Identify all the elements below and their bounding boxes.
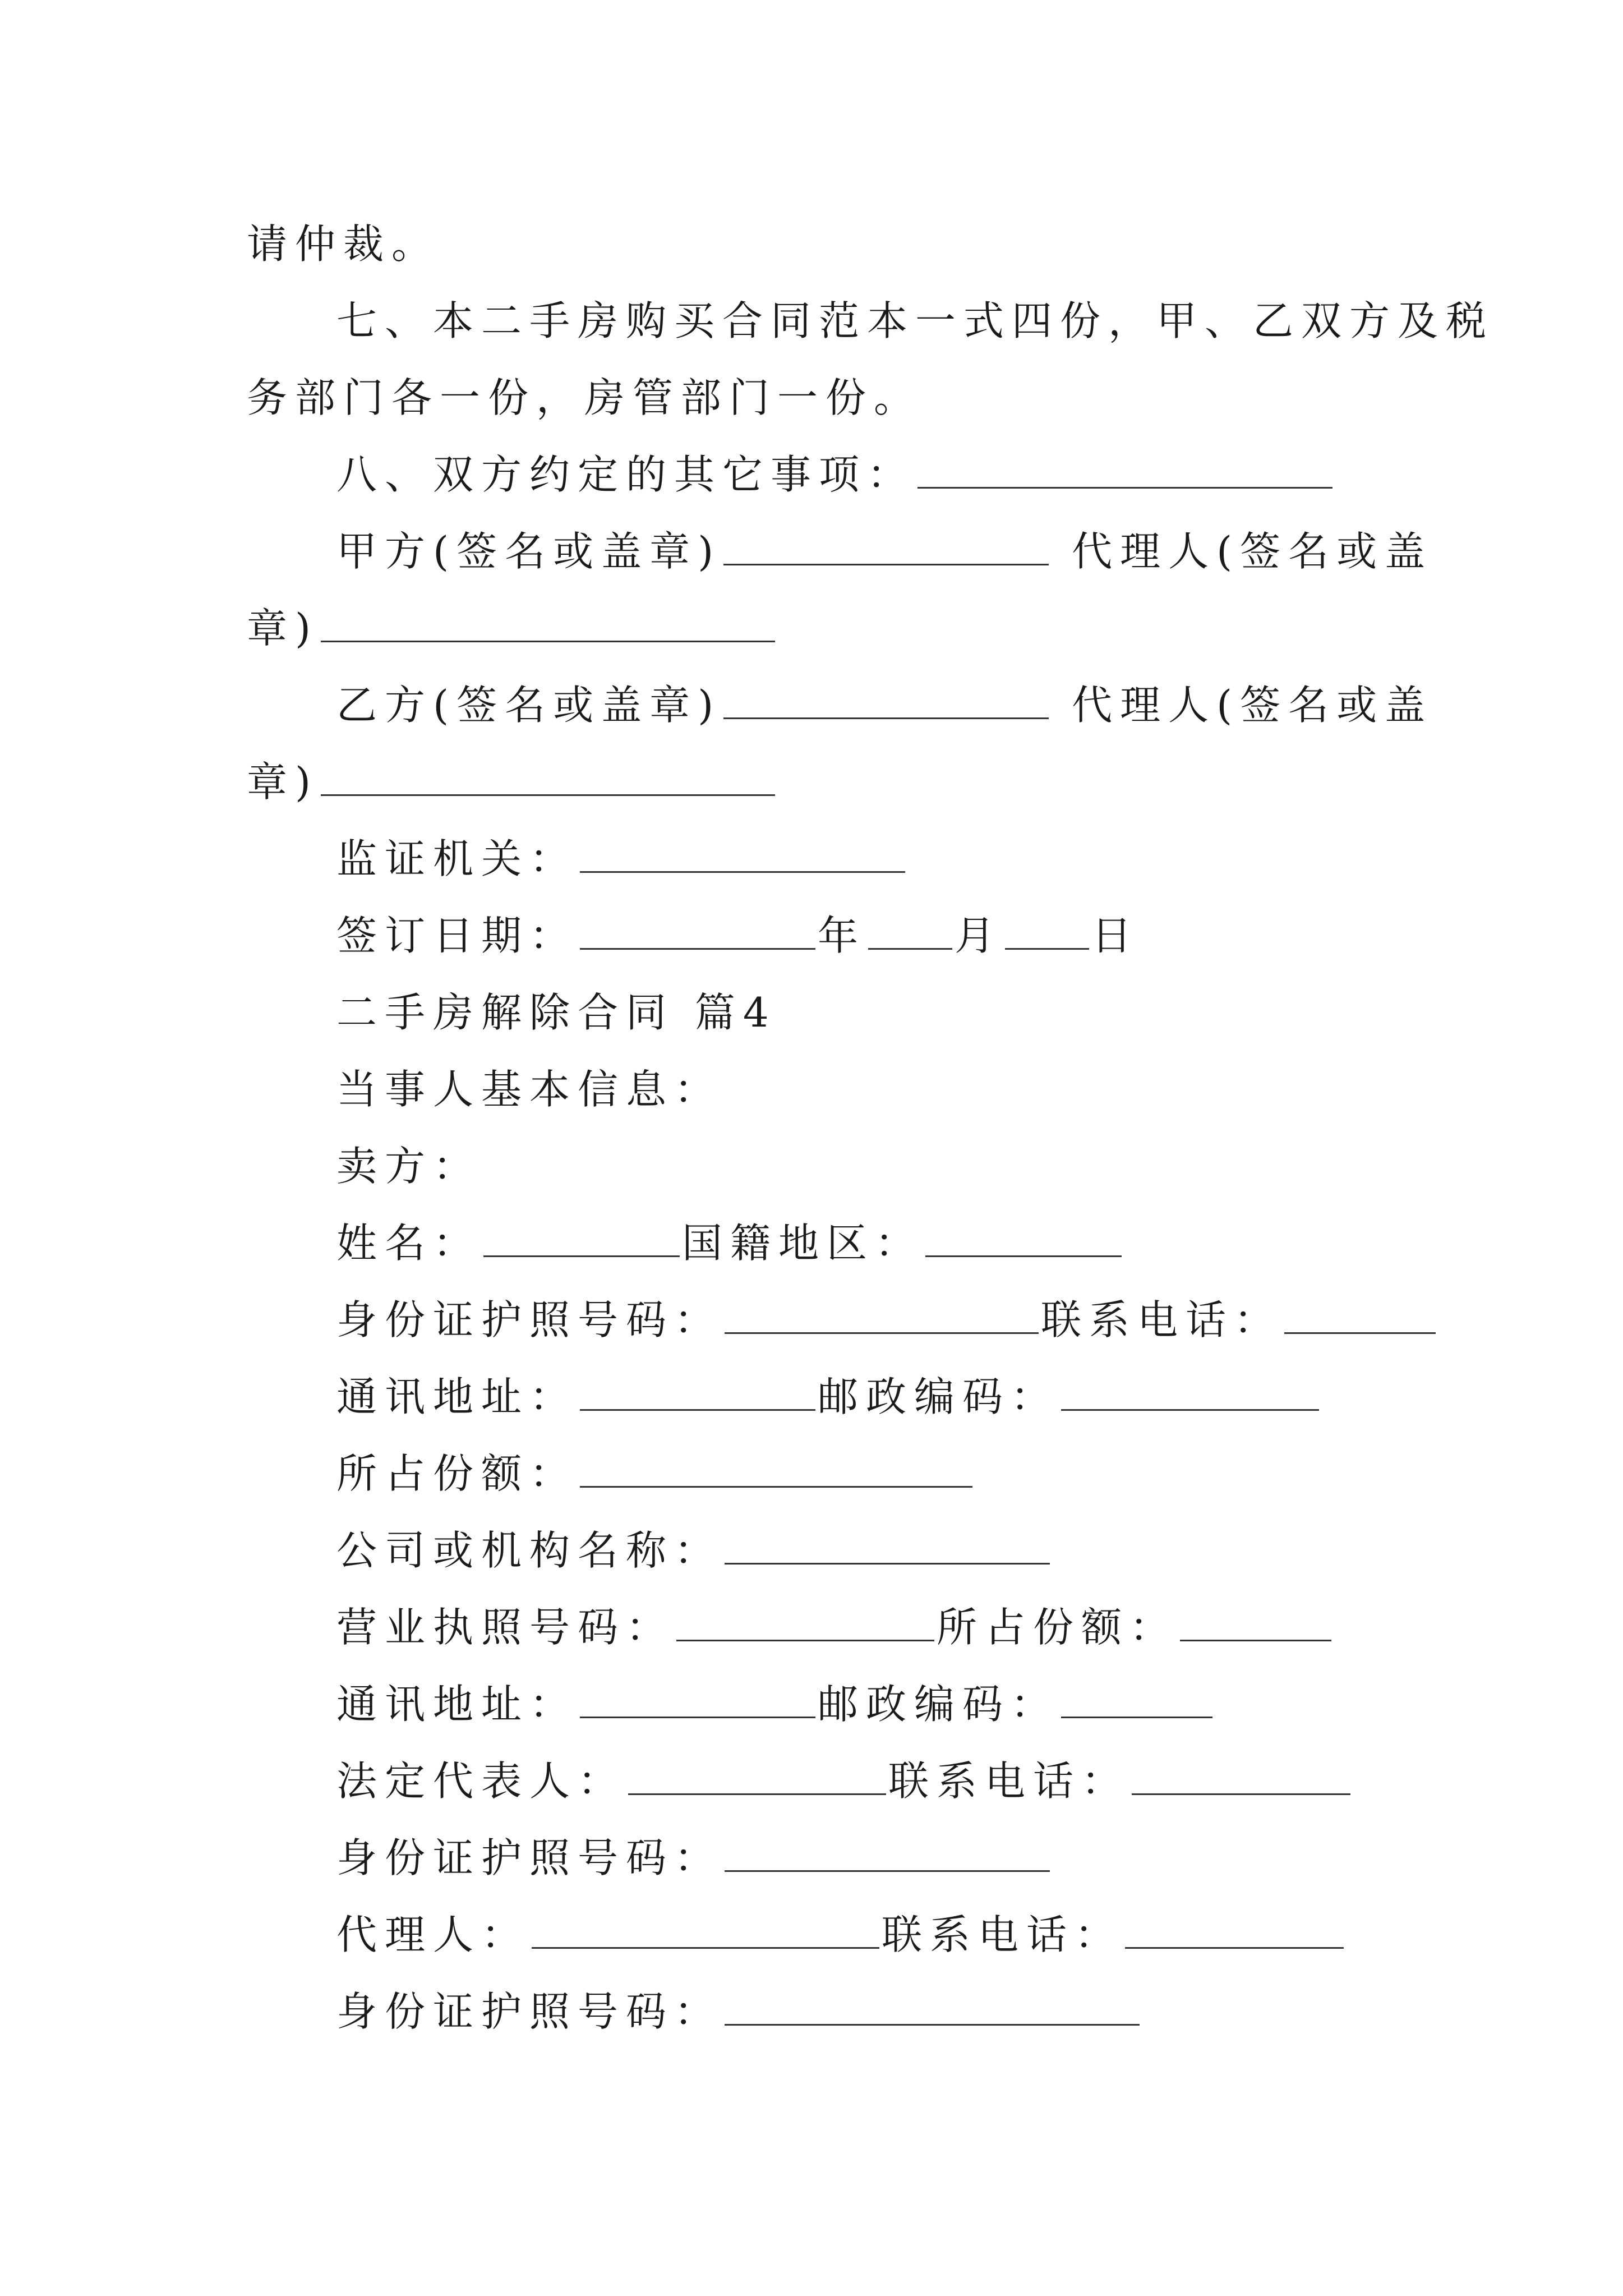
agent-blank [532,1908,879,1949]
field-label: 所占份额： [336,1450,578,1497]
month-label: 月 [955,912,1003,959]
field-label: 章) [247,605,319,652]
paragraph-text: 务部门各一份，房管部门一份。 [247,374,923,421]
paragraph-text: 七、本二手房购买合同范本一式四份，甲、乙双方及税 [336,297,1495,344]
text-line [0,213,1623,275]
field-label: 代理人： [336,1911,530,1958]
field-label: 甲方(签名或盖章) [336,528,722,575]
text-line [0,1520,1623,1581]
field-label: 所占份额： [937,1604,1178,1651]
field-label: 邮政编码： [818,1373,1059,1420]
day-blank [1005,909,1089,950]
heading-text: 二手房解除合同 篇4 [336,989,777,1036]
field-label: 营业执照号码： [336,1604,675,1651]
text-line [0,1981,1623,2042]
text-line [0,521,1623,582]
id-number-blank [725,1831,1050,1872]
text-line [0,905,1623,967]
id-number-blank [725,1293,1039,1334]
phone-blank [1132,1754,1350,1795]
field-label: 代理人(签名或盖 [1072,528,1433,575]
signature-blank [723,678,1049,719]
text-line [0,674,1623,736]
field-label: 通讯地址： [336,1373,578,1420]
field-label: 监证机关： [336,835,578,882]
text-line [0,1596,1623,1658]
field-label: 联系电话： [888,1757,1130,1805]
year-blank [580,909,815,950]
month-blank [868,909,952,950]
text-line [0,1827,1623,1889]
field-label: 身份证护照号码： [336,1296,723,1343]
signature-blank [321,601,775,642]
day-label: 日 [1091,912,1140,959]
field-label: 姓名： [336,1220,482,1267]
field-label: 联系电话： [1041,1296,1283,1343]
text-line [0,1673,1623,1735]
field-label: 邮政编码： [818,1681,1059,1728]
field-label: 章) [247,758,319,806]
nationality-blank [925,1216,1122,1257]
name-blank [483,1216,680,1257]
share-blank [580,1447,972,1488]
phone-blank [1125,1908,1344,1949]
fill-blank [917,448,1332,489]
text-line [0,1443,1623,1504]
postcode-blank [1061,1370,1319,1411]
signature-blank [723,524,1049,565]
signature-blank [321,755,775,796]
text-line [0,828,1623,890]
text-line [0,597,1623,659]
field-label: 法定代表人： [336,1757,626,1805]
field-label: 签订日期： [336,912,578,959]
field-label: 国籍地区： [682,1220,924,1267]
text-line [0,290,1623,352]
license-number-blank [676,1600,934,1641]
postcode-blank [1061,1677,1212,1718]
text-line [0,751,1623,813]
legal-rep-blank [628,1754,886,1795]
field-label: 身份证护照号码： [336,1988,723,2035]
field-label: 身份证护照号码： [336,1834,723,1881]
paragraph-text: 请仲裁。 [247,220,440,268]
year-label: 年 [818,912,866,959]
text-line [0,1289,1623,1351]
text-line [0,1904,1623,1966]
field-label: 联系电话： [882,1911,1123,1958]
share-blank [1180,1600,1331,1641]
field-label: 乙方(签名或盖章) [336,682,722,729]
text-line [0,1059,1623,1120]
field-label: 代理人(签名或盖 [1072,682,1433,729]
address-blank [580,1677,815,1718]
text-line [0,444,1623,505]
text-line [0,1212,1623,1274]
field-label: 公司或机构名称： [336,1527,723,1574]
phone-blank [1284,1293,1436,1334]
section-heading [0,982,1623,1043]
fill-blank [580,832,905,873]
text-line [0,1366,1623,1428]
text-line [0,1750,1623,1812]
field-label: 八、双方约定的其它事项： [336,451,916,498]
field-label: 当事人基本信息： [336,1066,723,1113]
id-number-blank [725,1985,1140,2026]
address-blank [580,1370,815,1411]
field-label: 通讯地址： [336,1681,578,1728]
field-label: 卖方： [336,1143,482,1190]
text-line [0,1135,1623,1197]
text-line [0,367,1623,429]
company-name-blank [725,1524,1050,1565]
